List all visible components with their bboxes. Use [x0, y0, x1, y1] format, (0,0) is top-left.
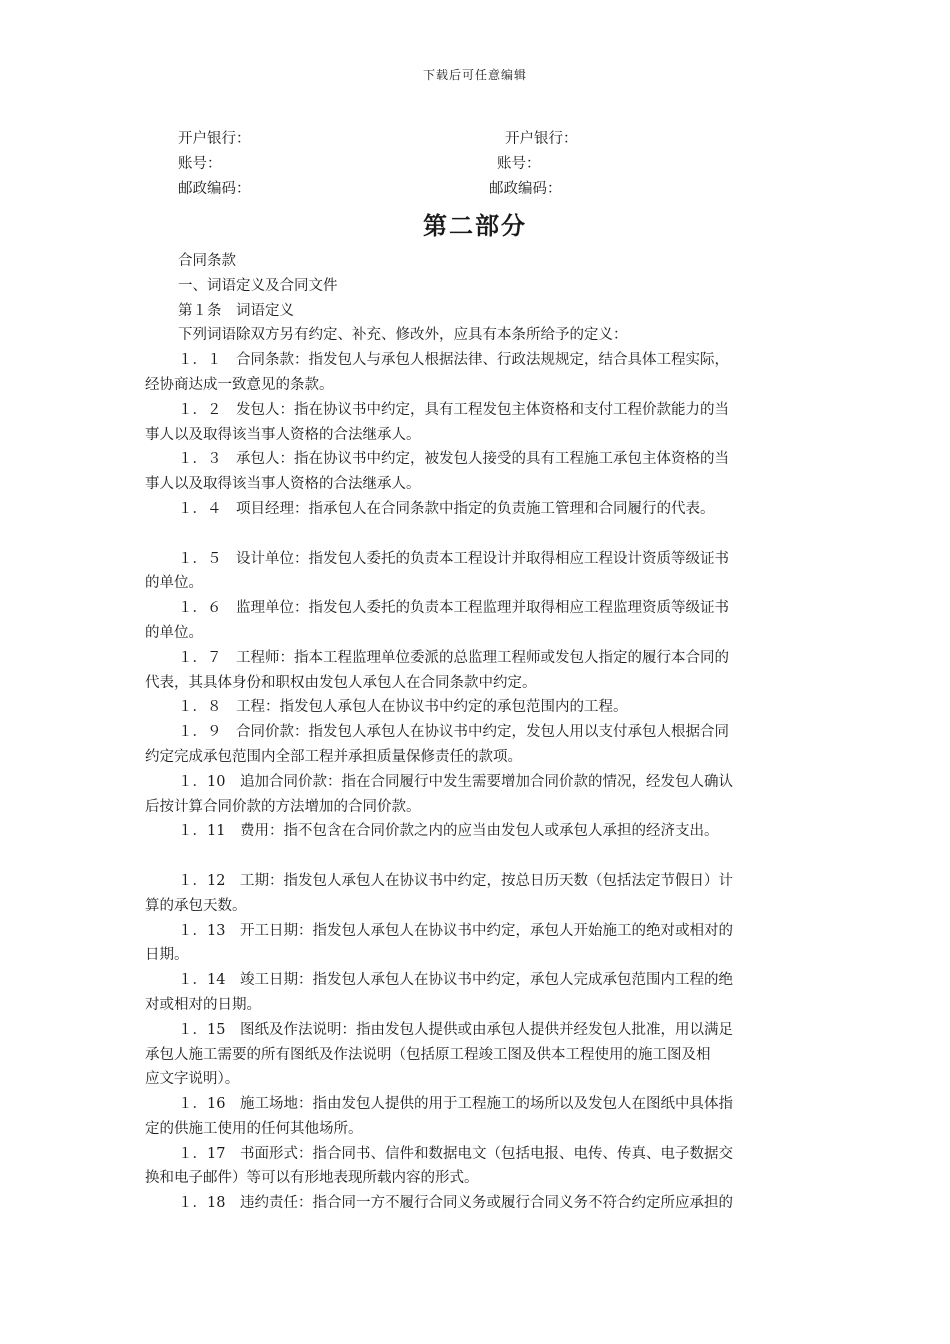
paragraph-line: １．11 费用：指不包含在合同价款之内的应当由发包人或承包人承担的经济支出。 [178, 823, 719, 840]
paragraph-line: 的单位。 [145, 575, 203, 592]
paragraph-line: １．８ 工程：指发包人承包人在协议书中约定的承包范围内的工程。 [178, 699, 628, 716]
account-left-label: 账号： [178, 156, 222, 172]
article-heading: 第１条 词语定义 [178, 302, 294, 319]
paragraph-line: 的单位。 [145, 624, 203, 641]
postcode-right-label: 邮政编码： [489, 181, 562, 197]
paragraph-line: １．２ 发包人：指在协议书中约定，具有工程发包主体资格和支付工程价款能力的当 [178, 401, 729, 418]
paragraph-line: 经协商达成一致意见的条款。 [145, 376, 334, 393]
paragraph-line: １．５ 设计单位：指发包人委托的负责本工程设计并取得相应工程设计资质等级证书 [178, 550, 729, 567]
contract-body [145, 249, 811, 1216]
paragraph-line: 对或相对的日期。 [145, 996, 261, 1013]
paragraph-line: 定的供施工使用的任何其他场所。 [145, 1120, 363, 1137]
paragraph-line: 算的承包天数。 [145, 897, 247, 914]
paragraph-line: １．４ 项目经理：指承包人在合同条款中指定的负责施工管理和合同履行的代表。 [178, 500, 715, 517]
bank-left-label: 开户银行： [178, 131, 251, 147]
paragraph-line: 事人以及取得该当事人资格的合法继承人。 [145, 476, 421, 493]
paragraph-line: 约定完成承包范围内全部工程并承担质量保修责任的款项。 [145, 748, 522, 765]
paragraph-line: 承包人施工需要的所有图纸及作法说明（包括原工程竣工图及供本工程使用的施工图及相 [145, 1046, 711, 1063]
bank-right-label: 开户银行： [505, 131, 578, 147]
account-right-label: 账号： [497, 156, 541, 172]
paragraph-line: １．９ 合同价款：指发包人承包人在协议书中约定，发包人用以支付承包人根据合同 [178, 724, 729, 741]
paragraph-line: １．15 图纸及作法说明：指由发包人提供或由承包人提供并经发包人批准，用以满足 [178, 1021, 733, 1038]
paragraph-line: 日期。 [145, 947, 189, 964]
paragraph-line: １．12 工期：指发包人承包人在协议书中约定，按总日历天数（包括法定节假日）计 [178, 872, 733, 889]
paragraph-line: 换和电子邮件）等可以有形地表现所载内容的形式。 [145, 1170, 479, 1187]
paragraph-line: １．18 违约责任：指合同一方不履行合同义务或履行合同义务不符合约定所应承担的 [178, 1195, 733, 1212]
paragraph-line: 后按计算合同价款的方法增加的合同价款。 [145, 798, 421, 815]
paragraph-line: １．14 竣工日期：指发包人承包人在协议书中约定，承包人完成承包范围内工程的绝 [178, 972, 733, 989]
section-title: 第二部分 [423, 212, 527, 240]
paragraph-line: １．７ 工程师：指本工程监理单位委派的总监理工程师或发包人指定的履行本合同的 [178, 649, 729, 666]
paragraph-line: 事人以及取得该当事人资格的合法继承人。 [145, 426, 421, 443]
paragraph-line: 下列词语除双方另有约定、补充、修改外，应具有本条所给予的定义： [178, 327, 628, 344]
heading-line: 合同条款 [178, 253, 236, 269]
blank-line [145, 522, 811, 547]
paragraph-line: 应文字说明）。 [145, 1071, 240, 1088]
paragraph-line: １．３ 承包人：指在协议书中约定，被发包人接受的具有工程施工承包主体资格的当 [178, 451, 729, 468]
paragraph-line: 代表，其具体身份和职权由发包人承包人在合同条款中约定。 [145, 674, 537, 691]
paragraph-line: １．６ 监理单位：指发包人委托的负责本工程监理并取得相应工程监理资质等级证书 [178, 600, 729, 617]
paragraph-line: １．17 书面形式：指合同书、信件和数据电文（包括电报、电传、传真、电子数据交 [178, 1145, 733, 1162]
paragraph-line: １．16 施工场地：指由发包人提供的用于工程施工的场所以及发包人在图纸中具体指 [178, 1096, 733, 1113]
heading-line: 一、词语定义及合同文件 [178, 277, 338, 294]
paragraph-line: １．１ 合同条款：指发包人与承包人根据法律、行政法规规定，结合具体工程实际， [178, 352, 729, 369]
paragraph-line: １．13 开工日期：指发包人承包人在协议书中约定，承包人开始施工的绝对或相对的 [178, 922, 733, 939]
paragraph-line: １．10 追加合同价款：指在合同履行中发生需要增加合同价款的情况，经发包人确认 [178, 773, 733, 790]
page-header: 下载后可任意编辑 [422, 68, 527, 82]
blank-line [145, 844, 811, 869]
postcode-left-label: 邮政编码： [178, 181, 251, 197]
